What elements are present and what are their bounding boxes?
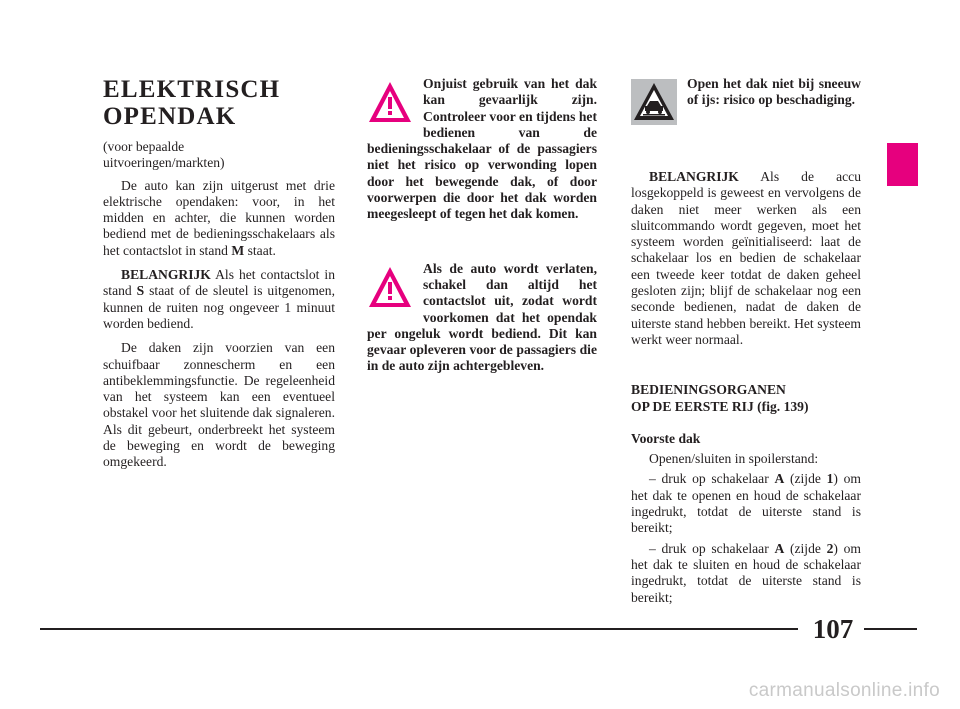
subtitle bbox=[103, 139, 335, 172]
paragraph-spoiler: Openen/sluiten in spoilerstand: bbox=[649, 451, 819, 467]
text-run: staat of de sleutel is uitgenomen, kunnen de ruiten nog ongeveer 1 minuut worden bediend. bbox=[103, 283, 336, 331]
warning-block-snow bbox=[631, 76, 861, 109]
title-line-1: ELEKTRISCH bbox=[103, 76, 281, 103]
important-label: BELANGRIJK bbox=[121, 267, 211, 283]
warning-text-1: Onjuist gebruik van het dak kan gevaarlijk zijn. Controleer voor en tijdens het bedienen van de bedieningsschakelaar of de passagiers niet het risico op verwonding lopen door het bewegende dak, of door voorwerpen die door het dak worden meegesleept of tegen het dak komen. bbox=[367, 76, 597, 222]
text-run: – druk op schakelaar bbox=[649, 540, 775, 556]
section-heading bbox=[631, 382, 861, 415]
title-line-2: OPENDAK bbox=[103, 103, 237, 130]
column-right bbox=[631, 76, 861, 606]
warning-triangle-icon bbox=[367, 79, 413, 125]
bold-run: S bbox=[136, 283, 145, 299]
text-run: ) om het dak te sluiten en houd de schakelaar ingedrukt, totdat de uiterste stand is bereikt; bbox=[631, 540, 861, 605]
footer-rule-left bbox=[40, 628, 798, 630]
warning-block-2 bbox=[367, 261, 597, 375]
text-run: De auto kan zijn uitgerust met drie elektrische opendaken: voor, in het midden en achter, die kunnen worden bediend met de bedieningsschakelaars als het contactslot in stand bbox=[103, 177, 335, 258]
text-run: – druk op schakelaar bbox=[649, 471, 775, 487]
page-number: 107 bbox=[812, 614, 854, 644]
bold-run: A bbox=[774, 471, 785, 487]
subtitle-line-1: (voor bepaalde bbox=[103, 139, 185, 154]
heading-line-1: BEDIENINGSORGANEN bbox=[631, 382, 786, 398]
warning-block-1 bbox=[367, 76, 597, 223]
page-title bbox=[103, 76, 335, 130]
text-run: (zijde bbox=[784, 471, 827, 487]
watermark: carmanualsonline.info bbox=[748, 680, 940, 701]
text-run: (zijde bbox=[784, 540, 827, 556]
column-middle bbox=[367, 76, 597, 375]
paragraph-open-step bbox=[631, 471, 861, 536]
text-run: Als de accu losgekoppeld is geweest en vervolgens de daken niet meer werken als een sluitcommando wordt gegeven, moet het systeem worden geïnitialiseerd: laat de schakelaar los en bedien de schakelaar een tweede keer totdat de daken geheel gesloten zijn; blijf de schakelaar nog een seconde bedienen, nadat de daken de uiterste stand hebben bereikt. Het systeem werkt weer normaal. bbox=[631, 169, 861, 347]
bold-run: 2 bbox=[826, 540, 834, 556]
paragraph-anti-pinch: De daken zijn voorzien van een schuifbaar zonnescherm en een antibeklemmingsfunctie. De regeleenheid van het systeem kan een eventueel obstakel voor het sluitende dak signaleren. Als dit gebeurt, onderbreekt het systeem de beweging en wordt de beweging omgekeerd. bbox=[103, 340, 335, 470]
heading-line-2: OP DE EERSTE RIJ (fig. 139) bbox=[631, 398, 809, 414]
text-run: staat. bbox=[244, 242, 276, 258]
warning-triangle-icon bbox=[367, 264, 413, 310]
section-tab-marker bbox=[887, 143, 918, 186]
subtitle-line-2: uitvoeringen/markten) bbox=[103, 155, 225, 171]
warning-text-snow: Open het dak niet bij sneeuw of ijs: risico op beschadiging. bbox=[687, 76, 861, 108]
snow-car-icon bbox=[631, 79, 677, 125]
paragraph-important bbox=[103, 267, 335, 332]
footer-rule-right bbox=[864, 628, 917, 630]
paragraph-intro bbox=[103, 178, 335, 259]
subheading-front-roof: Voorste dak bbox=[631, 430, 701, 446]
paragraph-battery bbox=[631, 169, 861, 348]
important-label: BELANGRIJK bbox=[649, 169, 739, 184]
warning-text-2: Als de auto wordt verlaten, schakel dan altijd het contactslot uit, zodat wordt voorkomen dat het opendak per ongeluk wordt bediend. Dit kan gevaar opleveren voor de passagiers die in de auto zijn achtergebleven. bbox=[367, 260, 597, 374]
bold-run: 1 bbox=[826, 471, 834, 487]
bold-run: A bbox=[774, 540, 785, 556]
bold-run: M bbox=[231, 242, 245, 258]
column-left bbox=[103, 76, 335, 471]
paragraph-close-step bbox=[631, 541, 861, 606]
text-run: Als het contactslot in stand bbox=[103, 267, 335, 299]
text-run: ) om het dak te openen en houd de schakelaar ingedrukt, totdat de uiterste stand is bereikt; bbox=[631, 471, 861, 536]
